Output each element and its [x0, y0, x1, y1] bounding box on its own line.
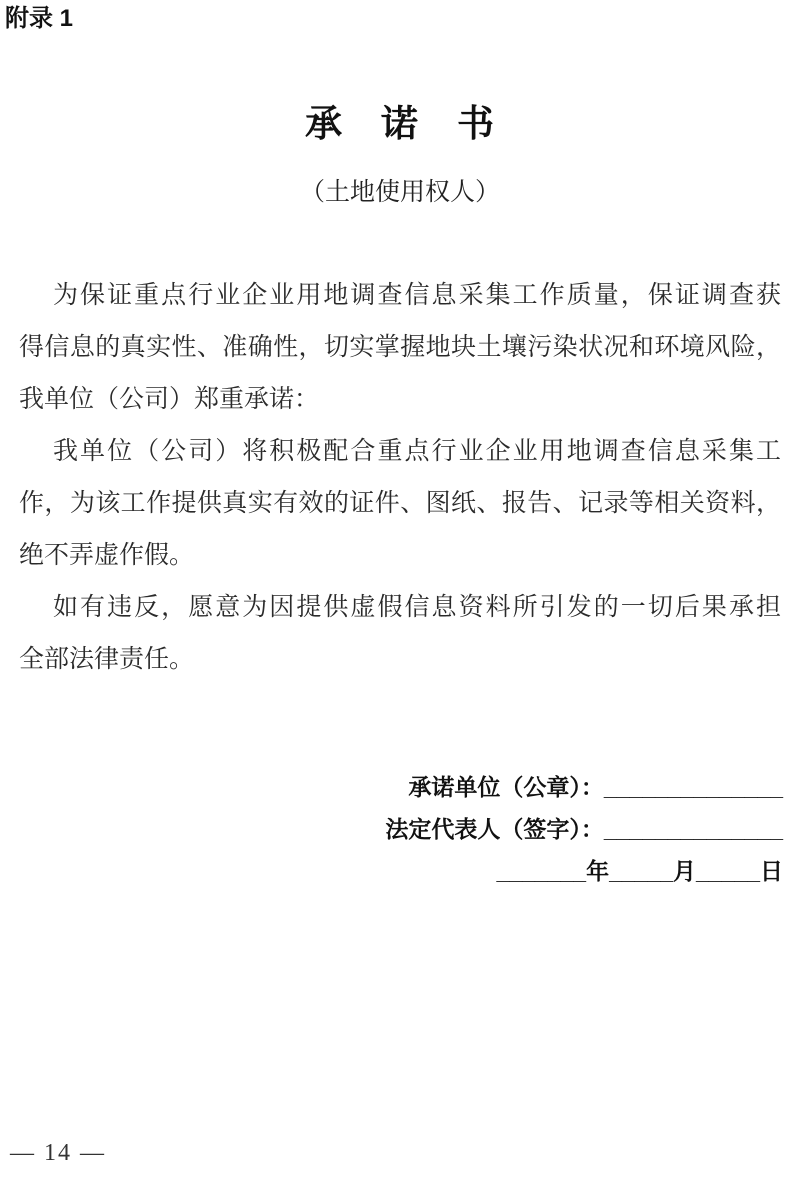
signature-unit-label: 承诺单位（公章）：: [408, 774, 604, 800]
signature-representative-row: [385, 808, 783, 850]
body-line-5: 作，为该工作提供真实有效的证件、图纸、报告、记录等相关资料，: [19, 490, 781, 517]
document-title: 承 诺 书: [305, 104, 495, 145]
body-line-1: 为保证重点行业企业用地调查信息采集工作质量，保证调查获: [53, 282, 781, 309]
signature-representative-blank-line: ______________: [603, 816, 783, 842]
body-line-7: 如有违反，愿意为因提供虚假信息资料所引发的一切后果承担: [53, 594, 781, 621]
signature-unit-blank-line: ______________: [603, 774, 783, 800]
signature-date-row: _______年_____月_____日: [496, 858, 783, 884]
body-line-4: 我单位（公司）将积极配合重点行业企业用地调查信息采集工: [53, 438, 781, 465]
body-line-8: 全部法律责任。: [19, 646, 195, 673]
signature-unit-row: [385, 766, 783, 808]
document-body: [19, 270, 781, 686]
body-line-6: 绝不弄虚作假。: [19, 542, 195, 569]
signature-representative-label: 法定代表人（签字）：: [385, 816, 604, 842]
document-subtitle: （土地使用权人）: [299, 179, 500, 206]
appendix-label: 附录 1: [5, 5, 74, 32]
page-number: — 14 —: [10, 1140, 106, 1166]
signature-block: [385, 766, 783, 892]
body-line-3: 我单位（公司）郑重承诺：: [19, 386, 320, 413]
body-line-2: 得信息的真实性、准确性，切实掌握地块土壤污染状况和环境风险，: [19, 334, 781, 361]
